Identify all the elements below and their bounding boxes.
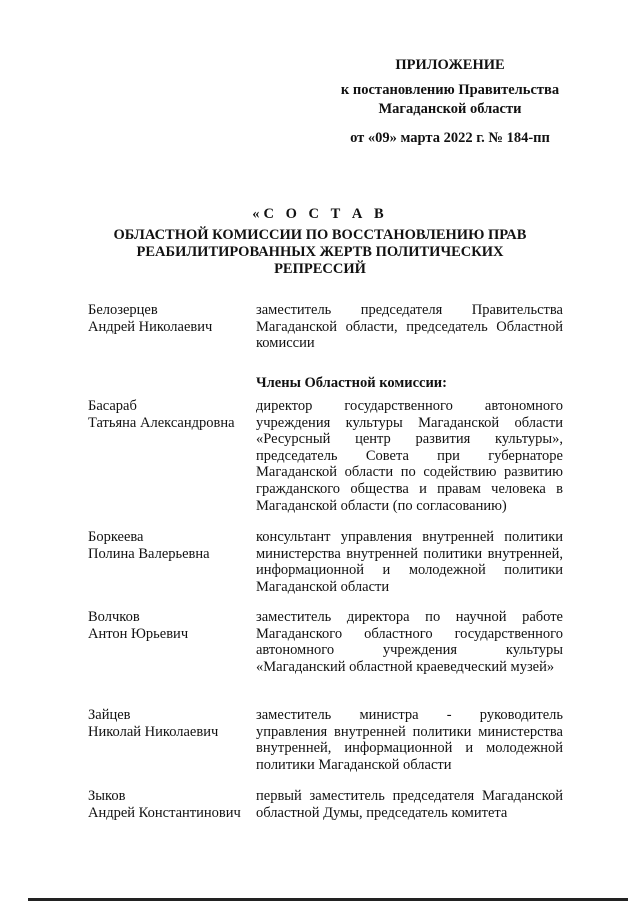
member-surname: Зайцев [88, 707, 131, 723]
appendix-title: ПРИЛОЖЕНИЕ [395, 57, 505, 73]
member-surname: Зыков [88, 788, 126, 804]
commission-roster [88, 302, 563, 828]
chair-name [88, 302, 256, 354]
member-surname: Боркеева [88, 529, 144, 545]
member-given-name: Андрей Константинович [88, 804, 241, 821]
chair-role: заместитель председателя Правительства Магаданской области, председатель Областной комиссии [256, 302, 563, 352]
member-surname: Волчков [88, 609, 140, 625]
heading-line-3: РЕПРЕССИЙ [274, 261, 366, 277]
members-heading-row [88, 354, 563, 398]
member-given-name: Николай Николаевич [88, 723, 219, 740]
chair-surname: Белозерцев [88, 302, 158, 318]
heading-sostav: «С О С Т А В [252, 206, 388, 222]
heading-line-1: ОБЛАСТНОЙ КОМИССИИ ПО ВОССТАНОВЛЕНИЮ ПРАВ [113, 227, 527, 243]
member-role: директор государственного автономного учреждения культуры Магаданской области «Ресурсный центр развития культуры», председатель Совета при губернаторе Магаданской области по содействию развитию гражданского общества и правам человека в Магаданской области (по согласованию) [256, 398, 563, 514]
member-row [88, 609, 563, 707]
member-name [88, 529, 256, 609]
chair-given-name: Андрей Николаевич [88, 318, 213, 335]
member-name [88, 609, 256, 707]
member-row [88, 529, 563, 609]
member-row [88, 707, 563, 788]
appendix-line-2: Магаданской области [378, 101, 522, 117]
member-surname: Басараб [88, 398, 137, 414]
member-name [88, 788, 256, 828]
member-role: заместитель директора по научной работе Магаданского областного государственного автономного учреждения культуры «Магаданский областной краеведческий музей» [256, 609, 563, 675]
members-heading: Члены Областной комиссии: [256, 375, 447, 392]
appendix-block [300, 56, 600, 148]
member-name [88, 398, 256, 529]
member-row [88, 788, 563, 828]
member-given-name: Антон Юрьевич [88, 625, 189, 642]
member-role: консультант управления внутренней политики министерства внутренней политики внутренней, информационной и молодежной политики Магаданской области [256, 529, 563, 595]
appendix-line-1: к постановлению Правительства [340, 82, 560, 98]
page-bottom-edge [28, 898, 628, 901]
chair-row [88, 302, 563, 354]
document-heading [80, 206, 560, 278]
member-role: первый заместитель председателя Магаданской областной Думы, председатель комитета [256, 788, 563, 821]
member-row [88, 398, 563, 529]
member-given-name: Полина Валерьевна [88, 545, 210, 562]
member-name [88, 707, 256, 788]
appendix-date: от «09» марта 2022 г. № 184-пп [350, 130, 550, 146]
member-given-name: Татьяна Александровна [88, 414, 235, 431]
heading-line-2: РЕАБИЛИТИРОВАННЫХ ЖЕРТВ ПОЛИТИЧЕСКИХ [136, 244, 504, 260]
member-role: заместитель министра - руководитель управления внутренней политики министерства внутренней, информационной и молодежной политики Магаданской области [256, 707, 563, 773]
